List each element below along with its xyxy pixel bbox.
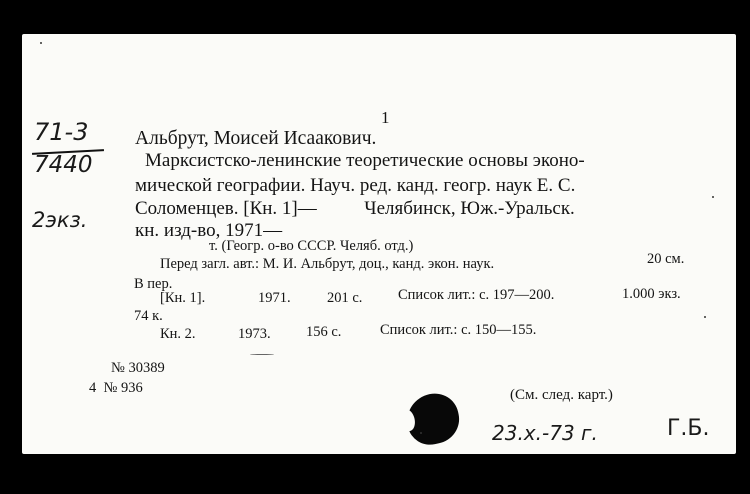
vol2-label: Кн. 2.: [160, 326, 196, 342]
title-line-1: Марксистско-ленинские теоретические основы эконо-: [145, 150, 585, 171]
scan-speck: [712, 196, 714, 198]
vol1-year: 1971.: [258, 290, 291, 306]
vol1-refs: Список лит.: с. 197—200.: [398, 287, 555, 303]
title-line-4: кн. изд-во, 1971—: [135, 220, 283, 241]
copies-note: 2экз.: [32, 208, 88, 232]
vol1-pages: 201 с.: [327, 290, 363, 306]
vol2-year: 1973.: [238, 326, 271, 342]
see-next-card: (См. след. карт.): [510, 387, 613, 403]
handwritten-date: 23.х.-73 г.: [492, 421, 598, 445]
author-heading: Альбрут, Моисей Исаакович.: [135, 128, 377, 149]
vol1-price: 74 к.: [134, 308, 163, 324]
scan-speck: [40, 42, 42, 44]
scan-speck: [704, 316, 706, 318]
call-number-top: 71-3: [34, 118, 89, 146]
card-number: 1: [381, 108, 390, 127]
series-note: т. (Геогр. о-во СССР. Челяб. отд.): [209, 238, 414, 254]
size-price: 20 см.: [647, 251, 685, 267]
vol2-pages: 156 с.: [306, 324, 342, 340]
vol1-copies: 1.000 экз.: [622, 286, 681, 302]
call-number-bottom: 7440: [34, 152, 93, 178]
title-line-2: мической географии. Науч. ред. канд. геогр. наук Е. С.: [135, 175, 576, 196]
scan-speck: [250, 354, 274, 355]
vol1-label: [Кн. 1].: [160, 290, 206, 306]
preface-line: Перед загл. авт.: М. И. Альбрут, доц., канд. экон. наук.: [160, 256, 495, 272]
scan-speck: [420, 432, 422, 434]
vol2-refs: Список лит.: с. 150—155.: [380, 322, 537, 338]
handwritten-initials: Г.Б.: [667, 416, 710, 441]
title-line-3: Соломенцев. [Кн. 1]— Челябинск, Юж.-Уральск.: [135, 198, 575, 219]
binding: В пер.: [134, 276, 173, 292]
accession-number-2: 4 № 936: [89, 380, 143, 396]
accession-number-1: № 30389: [111, 360, 165, 376]
catalog-card: [22, 34, 736, 454]
ink-blot: [402, 389, 463, 449]
